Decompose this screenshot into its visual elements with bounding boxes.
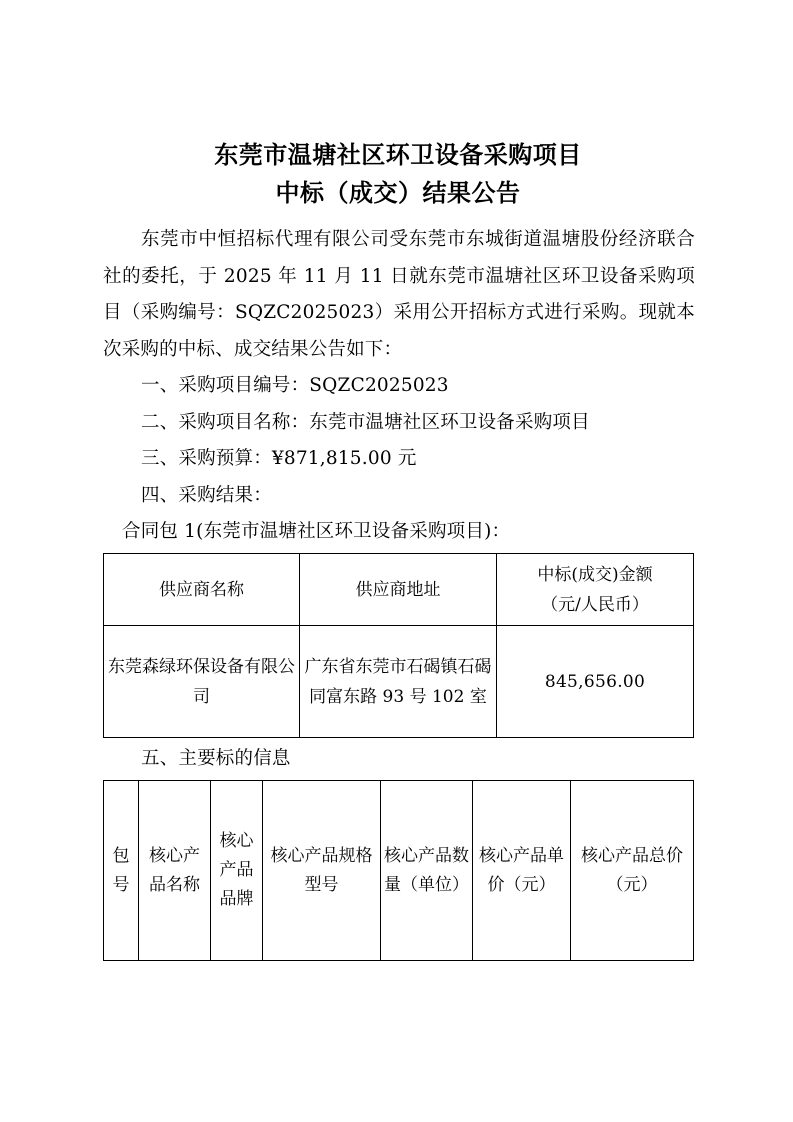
header-core-product-total-price: 核心产品总价（元） (571, 781, 694, 961)
header-supplier-name: 供应商名称 (104, 554, 300, 626)
package-label: 合同包 1(东莞市温塘社区环卫设备采购项目)： (122, 521, 511, 542)
header-supplier-address: 供应商地址 (300, 554, 497, 626)
bid-result-table (103, 553, 694, 738)
item-project-name: 二、采购项目名称：东莞市温塘社区环卫设备采购项目 (141, 411, 590, 433)
header-bid-amount-line1: 中标(成交)金额 (537, 564, 653, 585)
subject-info-table (103, 780, 694, 961)
header-core-product-name: 核心产品名称 (139, 781, 211, 961)
header-bid-amount (497, 554, 694, 626)
header-core-product-quantity: 核心产品数量（单位） (381, 781, 473, 961)
table-header-row (104, 781, 694, 961)
intro-paragraph: 东莞市中恒招标代理有限公司受东莞市东城街道温塘股份经济联合社的委托，于 2025 年 11 月 11 日就东莞市温塘社区环卫设备采购项目（采购编号：SQZC2025023）采用公开招标方式进行采购。现就本次采购的中标、成交结果公告如下： (103, 229, 695, 360)
header-core-product-model: 核心产品规格型号 (263, 781, 381, 961)
cell-supplier-address: 广东省东莞市石碣镇石碣同富东路 93 号 102 室 (300, 626, 497, 738)
title-line-2: 中标（成交）结果公告 (275, 178, 521, 207)
header-package-number: 包号 (104, 781, 139, 961)
header-core-product-brand: 核心产品品牌 (211, 781, 263, 961)
section-five-title: 五、主要标的信息 (141, 748, 291, 769)
cell-bid-amount: 845,656.00 (497, 626, 694, 738)
header-bid-amount-line2: （元/人民币） (541, 594, 649, 615)
table-header-row (104, 554, 694, 626)
item-project-number: 一、采购项目编号：SQZC2025023 (141, 375, 449, 396)
header-core-product-unit-price: 核心产品单价（元） (473, 781, 571, 961)
document-body (103, 222, 695, 551)
item-budget: 三、采购预算：¥871,815.00 元 (141, 448, 417, 469)
cell-supplier-name: 东莞森绿环保设备有限公司 (104, 626, 300, 738)
page-title (103, 136, 693, 212)
item-result: 四、采购结果： (141, 484, 272, 506)
title-line-1: 东莞市温塘社区环卫设备采购项目 (214, 140, 582, 169)
table-row (104, 626, 694, 738)
